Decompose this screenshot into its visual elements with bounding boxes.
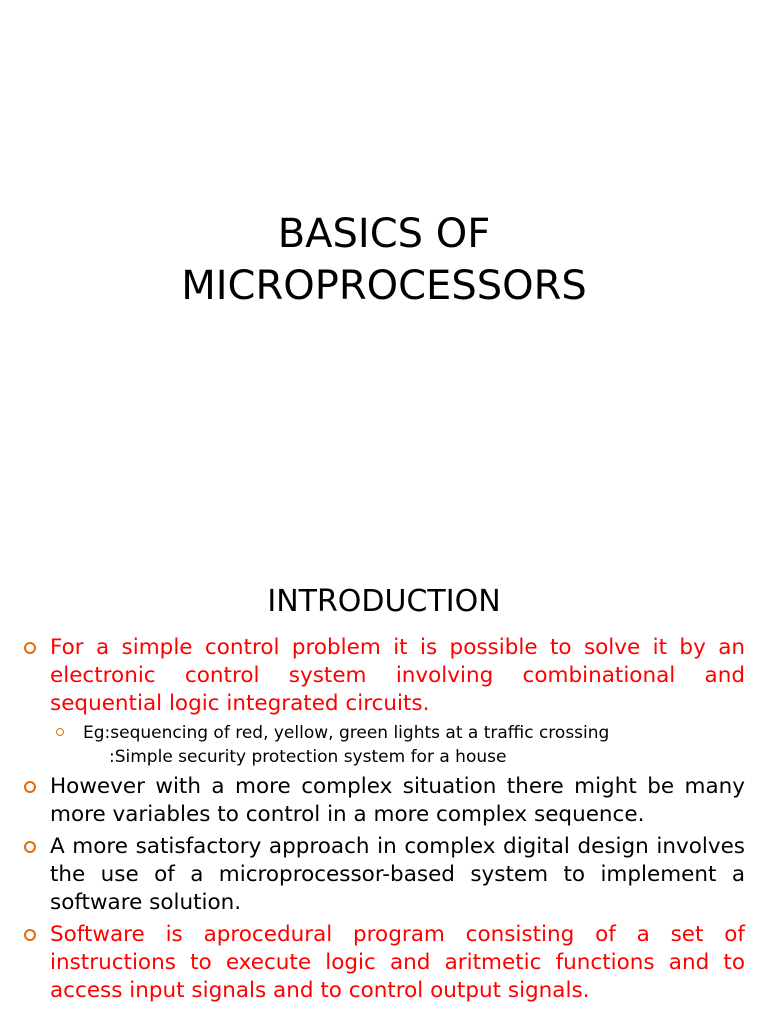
bullet-item (50, 833, 745, 917)
circle-bullet-icon (24, 929, 36, 941)
bullet-text: Eg:sequencing of red, yellow, green lights at a traffic crossing (83, 723, 610, 743)
bullet-list (0, 634, 768, 1005)
section-heading: INTRODUCTION (267, 584, 501, 619)
bullet-item (50, 921, 745, 1005)
title-line-2: MICROPROCESSORS (181, 263, 587, 309)
circle-bullet-icon (24, 642, 36, 654)
bullet-continuation-text: :Simple security protection system for a house (109, 747, 507, 767)
bullet-text: A more satisfactory approach in complex digital design involves the use of a microprocessor-based system to implement a software solution. (50, 834, 745, 915)
sub-bullet-item (83, 721, 745, 769)
circle-bullet-icon (24, 781, 36, 793)
circle-bullet-icon (56, 728, 64, 736)
bullet-item (50, 634, 745, 718)
title-line-1: BASICS OF (277, 211, 491, 257)
introduction-slide (0, 576, 768, 1024)
bullet-text: For a simple control problem it is possible to solve it by an electronic control system involving combinational and sequential logic integrated circuits. (50, 635, 745, 716)
circle-bullet-icon (24, 841, 36, 853)
slide-title (0, 208, 768, 312)
bullet-text: Software is aprocedural program consisting of a set of instructions to execute logic and aritmetic functions and to access input signals and to control output signals. (50, 922, 745, 1003)
bullet-item (50, 773, 745, 829)
bullet-text: However with a more complex situation there might be many more variables to control in a more complex sequence. (50, 774, 745, 827)
